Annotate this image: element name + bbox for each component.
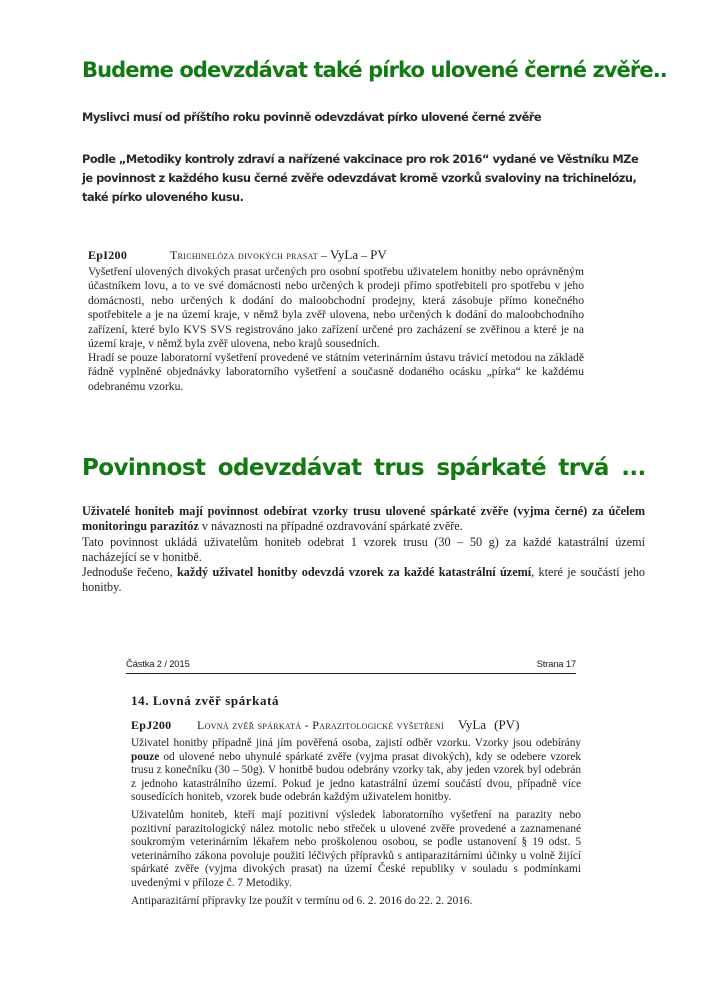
text: od ulovené nebo uhynulé spárkaté zvěře (vyjma prasat divokých), kdy se odebere vzorek trusu z konečníku (30 – 50g). V honitbě budou odebrány vzorky tak, aby jeden vzorek byl odebrán z jednoho katastrálního území. Pokud je jedno katastrální území součástí dvou, případně více sousedících honiteb, vzorek bude odebrán každým uživatelem honitby. [131, 750, 581, 804]
bold-text: Uživatelé honiteb mají povinnost odebírat vzorky trusu ulovené spárkaté zvěře (vyjma černé) za účelem monitoringu parazitóz [82, 504, 645, 534]
separator: – [317, 248, 330, 262]
article-lead: Myslivci musí od příštího roku povinně odevzdávat pírko ulovené černé zvěře [82, 110, 542, 124]
excerpt-tag: VyLa [329, 247, 359, 262]
bold-text: každý uživatel honitby odevzdá vzorek za každé katastrální území [177, 565, 532, 580]
text: Uživatel honitby případně jiná jím pověřená osoba, zajistí odběr vzorku. Vzorky jsou odebírány [131, 737, 581, 749]
excerpt-text: Vyšetření ulovených divokých prasat určených pro osobní spotřebu uživatelem honitby nebo oprávněným účastníkem lovu, a to ve své domácnosti nebo určených k prodeji přímo spotřebiteli pro spotřebu v jeho domácnosti, nebo určených k dodání do maloobchodní prodejny, která zásobuje přímo konečného spotřebitele a je na území kraje, v němž byla zvěř ulovena, nebo určených k dodání do maloobchodního zařízení, které bylo KVS SVS registrováno jako zařízení určené pro zacházení se zvěřinou a které je na území kraje, v němž byla zvěř ulovena, nebo krajů sousedních. [88, 265, 584, 351]
excerpt-body [131, 737, 581, 912]
page-header-page-number: Strana 17 [536, 659, 576, 670]
article-paragraph: Podle „Metodiky kontroly zdraví a nařízené vakcinace pro rok 2016“ vydané ve Věstníku MZe je povinnost z každého kusu černé zvěře odevzdávat kromě vzorků svaloviny na trichinelózu, také pírko uloveného kusu. [82, 152, 639, 204]
page-header-issue: Částka 2 / 2015 [126, 659, 190, 670]
page-header-rule [126, 659, 576, 674]
excerpt-tag: VyLa [457, 717, 487, 732]
excerpt-text: Antiparazitární přípravky lze použít v termínu od 6. 2. 2016 do 22. 2. 2016. [131, 894, 473, 907]
excerpt-title: Lovná zvěř spárkatá - Parazitologické vyšetření [197, 718, 444, 732]
excerpt-code: EpJ200 [131, 718, 172, 732]
excerpt-text [131, 737, 581, 805]
paragraph [82, 565, 645, 596]
excerpt-code: EpI200 [88, 248, 128, 262]
excerpt-section-title: 14. Lovná zvěř spárkatá [131, 693, 280, 708]
paragraph [82, 504, 645, 535]
excerpt-code-row [131, 717, 586, 733]
text: , které je součástí jeho honitby. [82, 565, 646, 595]
paragraph: Tato povinnost ukládá uživatelům honiteb odebrat 1 vzorek trusu (30 – 50 g) za každé katastrální území nacházející se v honitbě. [82, 534, 645, 564]
excerpt-text: Hradí se pouze laboratorní vyšetření provedené ve státním veterinárním ústavu trávicí metodou na základě řádně vyplněné objednávky laboratorního vyšetření a současně dodaného ocásku „pírka“ ke každému odebranému vzorku. [88, 351, 584, 393]
text: Jednoduše řečeno, [82, 565, 177, 580]
excerpt-tag: PV [370, 247, 387, 262]
excerpt-title: Trichinelóza divokých prasat [170, 248, 318, 262]
excerpt-text: Uživatelům honiteb, kteří mají pozitivní výsledek laboratorního vyšetření na parazity nebo pozitivní parazitologický nález motolic nebo střeček u ulovené zvěře provedené a zaznamenané soukromým veterinárním lékařem nebo proškolenou osobou, se podle ustanovení § 19 odst. 5 veterinárního zákona povoluje použití léčivých přípravků s antiparazitárními účinky u volně žijící spárkaté zvěře (vyjma divokých prasat) na území České republiky v souladu s podmínkami uvedenými v příloze č. 7 Metodiky. [131, 808, 581, 889]
article-heading-droppings: Povinnost odevzdávat trus spárkaté trvá ... [82, 455, 646, 481]
excerpt-paragraph [88, 351, 584, 394]
article-body [82, 504, 645, 596]
bold-text: pouze [131, 750, 160, 763]
excerpt-code-row [88, 247, 588, 263]
separator: – [358, 248, 371, 262]
article-heading-feather: Budeme odevzdávat také pírko ulovené černé zvěře.. [82, 58, 667, 82]
excerpt-paragraph [88, 265, 584, 351]
excerpt-tag: (PV) [494, 717, 520, 732]
text: v návaznosti na případné ozdravování spárkaté zvěře. [198, 519, 463, 534]
